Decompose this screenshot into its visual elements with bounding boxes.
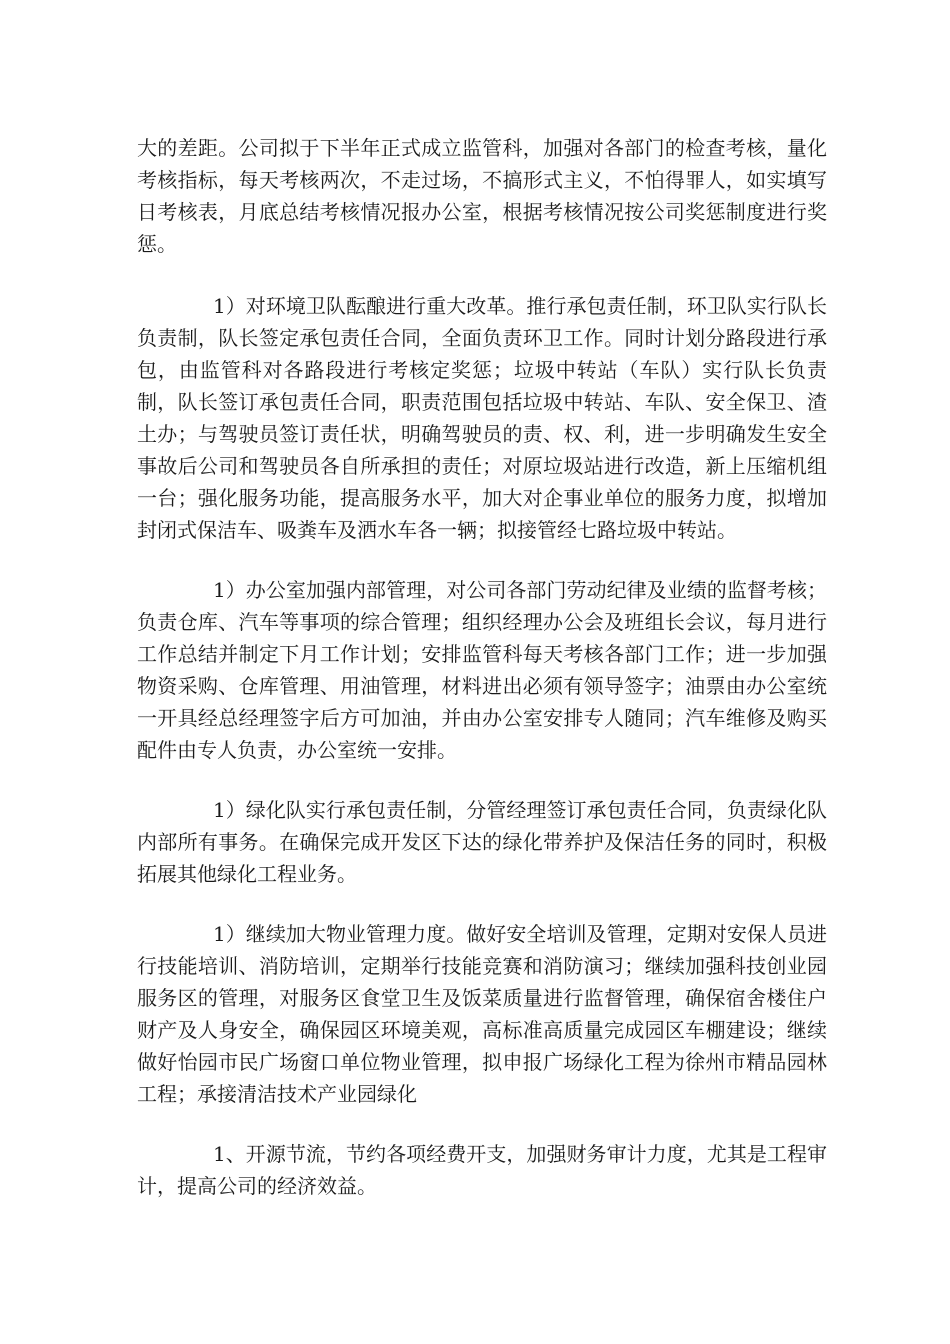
paragraph-1: 大的差距。公司拟于下半年正式成立监管科，加强对各部门的检查考核，量化考核指标，每天考核两次，不走过场，不搞形式主义，不怕得罪人，如实填写日考核表，月底总结考核情况报办公室，根据考核情况按公司奖惩制度进行奖惩。 [137,136,827,256]
document-body [137,132,827,1230]
paragraph-cost-saving: 1、开源节流，节约各项经费开支，加强财务审计力度，尤其是工程审计，提高公司的经济效益。 [137,1142,827,1198]
paragraph-greening-team: 1）绿化队实行承包责任制，分管经理签订承包责任合同，负责绿化队内部所有事务。在确保完成开发区下达的绿化带养护及保洁任务的同时，积极拓展其他绿化工程业务。 [137,798,827,886]
paragraph-property-management: 1）继续加大物业管理力度。做好安全培训及管理，定期对安保人员进行技能培训、消防培训，定期举行技能竞赛和消防演习；继续加强科技创业园服务区的管理，对服务区食堂卫生及饭菜质量进行监督管理，确保宿舍楼住户财产及人身安全，确保园区环境美观，高标准高质量完成园区车棚建设；继续做好怡园市民广场窗口单位物业管理，拟申报广场绿化工程为徐州市精品园林工程；承接清洁技术产业园绿化 [137,922,827,1106]
paragraph-office-management: 1）办公室加强内部管理，对公司各部门劳动纪律及业绩的监督考核；负责仓库、汽车等事项的综合管理；组织经理办公会及班组长会议，每月进行工作总结并制定下月工作计划；安排监管科每天考核各部门工作；进一步加强物资采购、仓库管理、用油管理，材料进出必须有领导签字；油票由办公室统一开具经总经理签字后方可加油，并由办公室安排专人随同；汽车维修及购买配件由专人负责，办公室统一安排。 [137,578,827,762]
paragraph-sanitation-reform: 1）对环境卫队酝酿进行重大改革。推行承包责任制，环卫队实行队长负责制，队长签定承包责任合同，全面负责环卫工作。同时计划分路段进行承包，由监管科对各路段进行考核定奖惩；垃圾中转站（车队）实行队长负责制，队长签订承包责任合同，职责范围包括垃圾中转站、车队、安全保卫、渣土办；与驾驶员签订责任状，明确驾驶员的责、权、利，进一步明确发生安全事故后公司和驾驶员各自所承担的责任；对原垃圾站进行改造，新上压缩机组一台；强化服务功能，提高服务水平，加大对企事业单位的服务力度，拟增加封闭式保洁车、吸粪车及洒水车各一辆；拟接管经七路垃圾中转站。 [137,294,827,542]
